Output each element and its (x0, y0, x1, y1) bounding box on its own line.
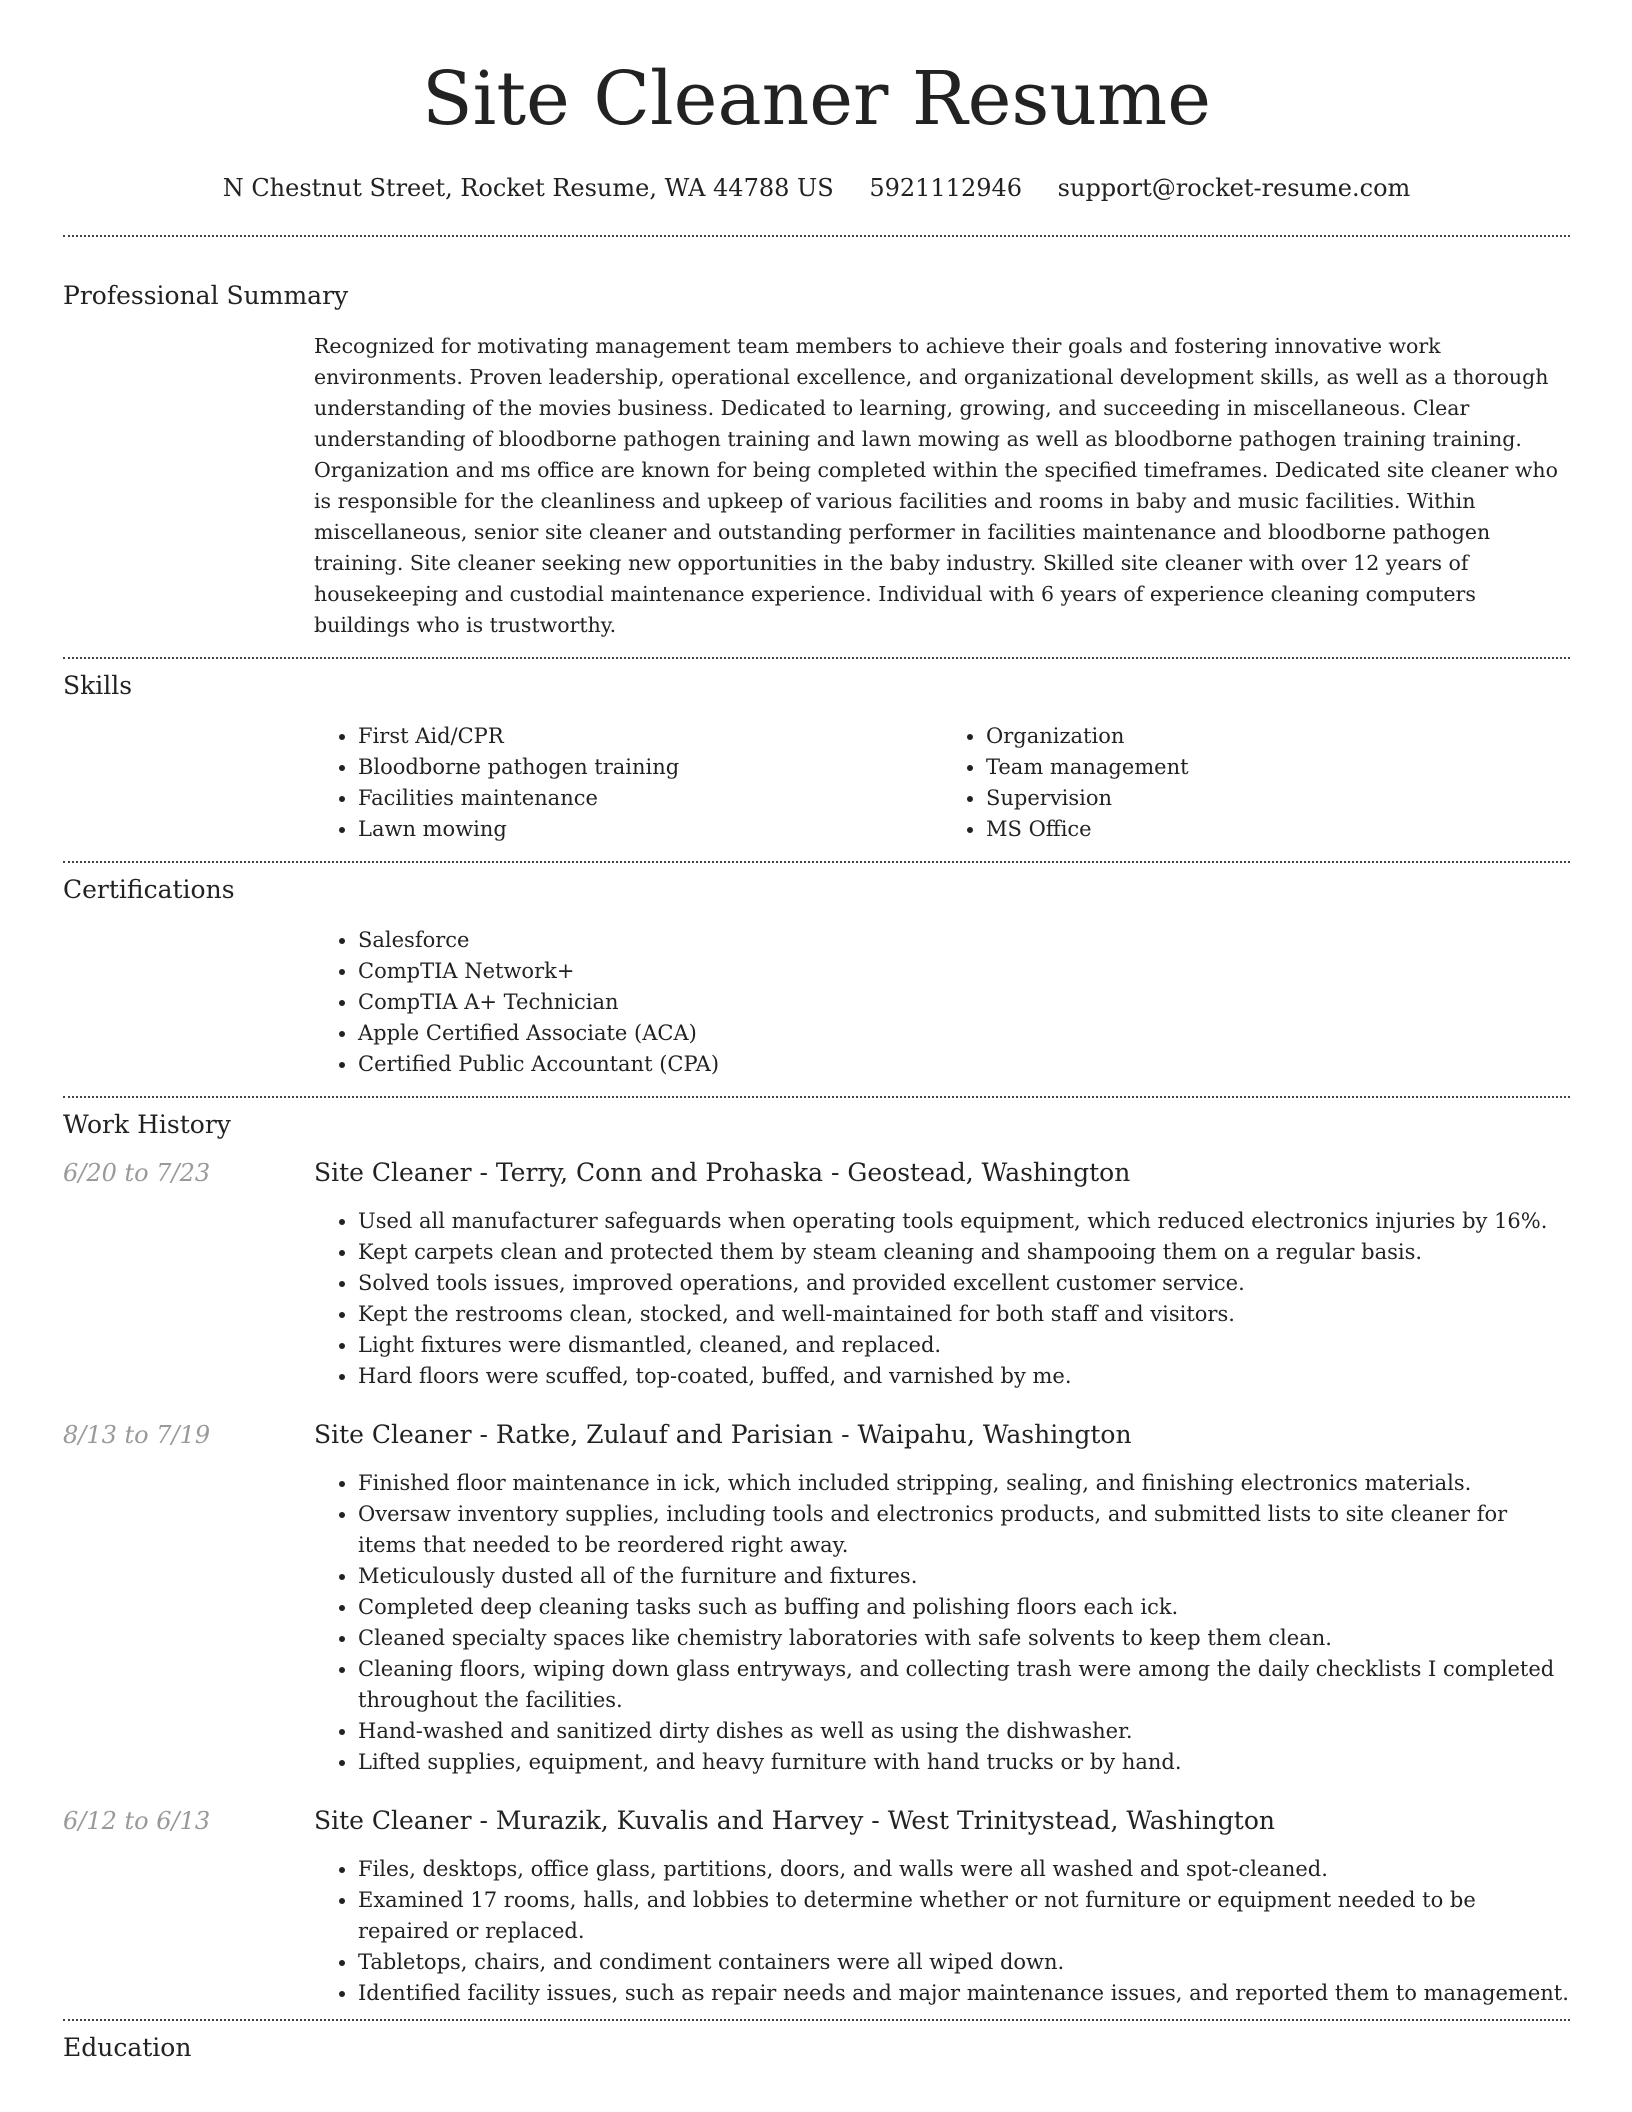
skills-heading: Skills (63, 670, 133, 700)
summary-text: Recognized for motivating management team members to achieve their goals and fostering innovative work environments. Proven leadership, operational excellence, and organizational development skills, as well as a thorough understanding of the movies business. Dedicated to learning, growing, and succeeding in miscellaneous. Clear understanding of bloodborne pathogen training and lawn mowing as well as bloodborne pathogen training training. Organization and ms office are known for being completed within the specified timeframes. Dedicated site cleaner who is responsible for the cleanliness and upkeep of various facilities and rooms in baby and music facilities. Within miscellaneous, senior site cleaner and outstanding performer in facilities maintenance and bloodborne pathogen training. Site cleaner seeking new opportunities in the baby industry. Skilled site cleaner with over 12 years of housekeeping and custodial maintenance experience. Individual with 6 years of experience cleaning computers buildings who is trustworthy. (314, 333, 1558, 637)
list-item: • Hard floors were scuffed, top-coated, buffed, and varnished by me. (358, 1361, 1570, 1392)
list-item: • Lawn mowing (358, 814, 942, 845)
contact-address: N Chestnut Street, Rocket Resume, WA 44788 US (222, 174, 834, 202)
list-item: • Kept carpets clean and protected them by steam cleaning and shampooing them on a regular basis. (358, 1237, 1570, 1268)
certifications-section (63, 863, 1570, 1096)
list-item: • Meticulously dusted all of the furniture and fixtures. (358, 1561, 1570, 1592)
contact-phone: 5921112946 (869, 174, 1023, 202)
list-item: • Bloodborne pathogen training (358, 752, 942, 783)
job-bullets (314, 1468, 1570, 1778)
contact-line (63, 174, 1570, 203)
skills-section (63, 659, 1570, 861)
list-item: • Identified facility issues, such as repair needs and major maintenance issues, and reported them to management. (358, 1978, 1570, 2009)
job-bullets (314, 1206, 1570, 1392)
certifications-heading: Certifications (63, 874, 235, 904)
list-item: • Certified Public Accountant (CPA) (358, 1049, 1570, 1080)
list-item: • Finished floor maintenance in ick, which included stripping, sealing, and finishing electronics materials. (358, 1468, 1570, 1499)
list-item: • CompTIA A+ Technician (358, 987, 1570, 1018)
list-item: • Lifted supplies, equipment, and heavy furniture with hand trucks or by hand. (358, 1747, 1570, 1778)
job-dates: 8/13 to 7/19 (63, 1420, 211, 1449)
list-item: • Apple Certified Associate (ACA) (358, 1018, 1570, 1049)
list-item: • Hand-washed and sanitized dirty dishes as well as using the dishwasher. (358, 1716, 1570, 1747)
work-history-heading: Work History (63, 1109, 231, 1139)
skills-grid (314, 721, 1570, 845)
list-item: • Tabletops, chairs, and condiment containers were all wiped down. (358, 1947, 1570, 1978)
skills-list-right (942, 721, 1570, 845)
list-item: • Completed deep cleaning tasks such as buffing and polishing floors each ick. (358, 1592, 1570, 1623)
job-dates: 6/12 to 6/13 (63, 1806, 211, 1835)
list-item: • Organization (986, 721, 1570, 752)
contact-email[interactable]: support@rocket-resume.com (1057, 174, 1411, 202)
job-entry (63, 1806, 1570, 2009)
summary-heading: Professional Summary (63, 280, 349, 310)
list-item: • MS Office (986, 814, 1570, 845)
work-history-section (63, 1098, 1570, 2019)
list-item: • Light fixtures were dismantled, cleaned, and replaced. (358, 1330, 1570, 1361)
list-item: • Supervision (986, 783, 1570, 814)
job-title: Site Cleaner - Ratke, Zulauf and Parisian - Waipahu, Washington (314, 1419, 1132, 1449)
list-item: • Oversaw inventory supplies, including tools and electronics products, and submitted lists to site cleaner for items that needed to be reordered right away. (358, 1499, 1570, 1561)
list-item: • Team management (986, 752, 1570, 783)
education-section (63, 2021, 1570, 2063)
job-dates: 6/20 to 7/23 (63, 1158, 211, 1187)
resume-title: Site Cleaner Resume (421, 56, 1212, 142)
certifications-list (314, 925, 1570, 1080)
job-entry (63, 1158, 1570, 1392)
list-item: • Solved tools issues, improved operations, and provided excellent customer service. (358, 1268, 1570, 1299)
job-title: Site Cleaner - Terry, Conn and Prohaska - Geostead, Washington (314, 1157, 1131, 1187)
list-item: • Kept the restrooms clean, stocked, and well-maintained for both staff and visitors. (358, 1299, 1570, 1330)
list-item: • Facilities maintenance (358, 783, 942, 814)
job-bullets (314, 1854, 1570, 2009)
summary-section (63, 237, 1570, 657)
list-item: • Cleaning floors, wiping down glass entryways, and collecting trash were among the daily checklists I completed throughout the facilities. (358, 1654, 1570, 1716)
list-item: • Examined 17 rooms, halls, and lobbies to determine whether or not furniture or equipment needed to be repaired or replaced. (358, 1885, 1570, 1947)
list-item: • Used all manufacturer safeguards when operating tools equipment, which reduced electronics injuries by 16%. (358, 1206, 1570, 1237)
education-heading: Education (63, 2032, 192, 2062)
list-item: • Cleaned specialty spaces like chemistry laboratories with safe solvents to keep them clean. (358, 1623, 1570, 1654)
list-item: • CompTIA Network+ (358, 956, 1570, 987)
job-entry (63, 1420, 1570, 1778)
skills-list-left (314, 721, 942, 845)
list-item: • Files, desktops, office glass, partitions, doors, and walls were all washed and spot-cleaned. (358, 1854, 1570, 1885)
job-title: Site Cleaner - Murazik, Kuvalis and Harvey - West Trinitystead, Washington (314, 1805, 1275, 1835)
list-item: • First Aid/CPR (358, 721, 942, 752)
list-item: • Salesforce (358, 925, 1570, 956)
